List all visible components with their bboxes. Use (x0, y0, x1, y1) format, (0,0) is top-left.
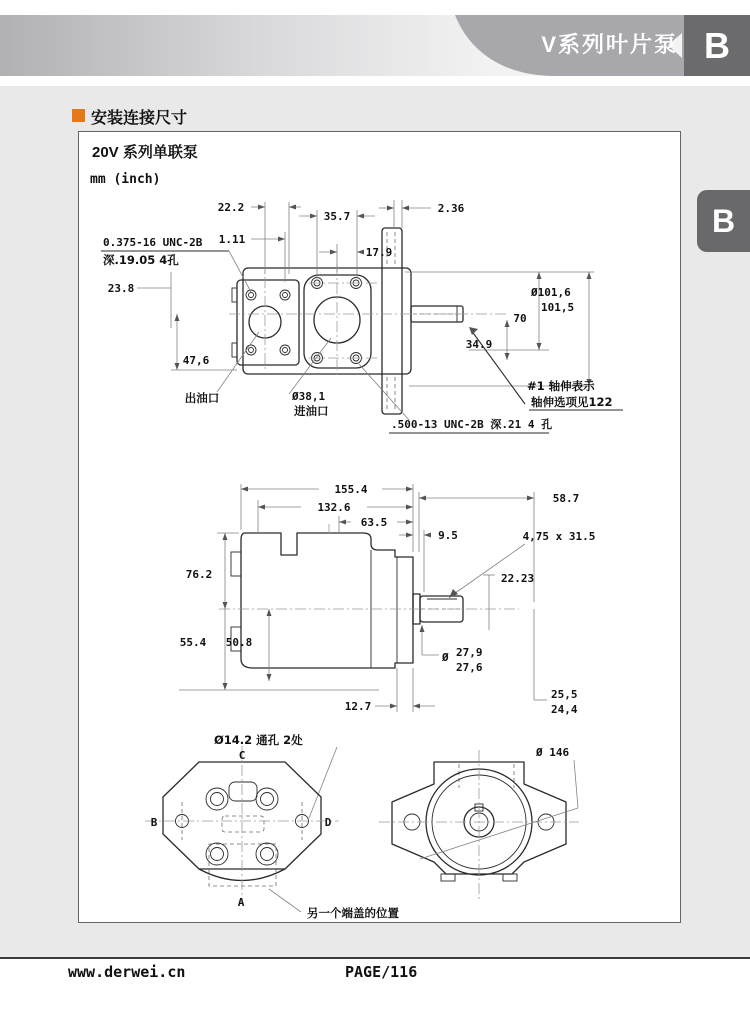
dim-58-7: 58.7 (552, 492, 580, 505)
section-bullet-icon (72, 109, 85, 122)
inlet-port-label: 进油口 (294, 404, 329, 418)
dim-34-9: 34.9 (465, 338, 493, 351)
shaft-note-line1: #1 轴伸表示 (527, 379, 595, 393)
dim-101-5: 101,5 (541, 301, 575, 314)
drawing-panel (78, 131, 681, 923)
dim-2-36: 2.36 (437, 202, 465, 215)
footer-page-number: PAGE/116 (345, 963, 418, 981)
key-dim-note: 4,75 x 31.5 (522, 530, 596, 543)
dim-dia-101-6: Ø101,6 (531, 286, 571, 299)
section-title: 安装连接尺寸 (91, 110, 188, 127)
dim-55-4: 55.4 (179, 636, 207, 649)
dim-50-8: 50.8 (225, 636, 253, 649)
top-view-dimensions (101, 200, 623, 433)
front-view-drawing (145, 733, 399, 920)
dim-27-9: 27,9 (456, 646, 483, 659)
dim-12-7: 12.7 (344, 700, 372, 713)
outlet-port-label: 出油口 (184, 391, 220, 405)
dim-76-2: 76.2 (185, 568, 213, 581)
shaft-note-line2: 轴伸选项见122 (531, 395, 613, 409)
dim-155-4: 155.4 (334, 483, 368, 496)
panel-title: 20V 系列单联泵 (92, 144, 198, 161)
cover-position-note: 另一个端盖的位置 (307, 906, 399, 920)
dia-symbol: Ø (442, 651, 449, 664)
through-hole-note: Ø14.2 通孔 2处 (214, 733, 303, 747)
dim-25-5: 25,5 (551, 688, 578, 701)
thread-note-line1: 0.375-16 UNC-2B (103, 236, 203, 249)
side-tab-b: B (697, 190, 750, 252)
footer-divider (0, 957, 750, 959)
technical-drawings (79, 132, 680, 922)
rear-view-drawing (379, 746, 579, 900)
dim-70: 70 (513, 312, 527, 325)
port-label-c: C (238, 749, 246, 762)
dim-22-23: 22.23 (501, 572, 535, 585)
dim-35-7: 35.7 (323, 210, 351, 223)
dim-132-6: 132.6 (317, 501, 351, 514)
dim-63-5: 63.5 (360, 516, 388, 529)
port-label-b: B (150, 816, 158, 829)
dim-23-8: 23.8 (107, 282, 135, 295)
dim-dia-146: Ø 146 (536, 746, 570, 759)
inlet-dia-label: Ø38,1 (292, 390, 326, 403)
dim-1-11: 1.11 (218, 233, 246, 246)
dim-22-2: 22.2 (217, 201, 245, 214)
corner-tab-b: B (684, 15, 750, 76)
thread-note-line2: 深.19.05 4孔 (103, 253, 179, 267)
port-label-d: D (324, 816, 332, 829)
port-label-a: A (237, 896, 245, 909)
panel-units: mm (inch) (90, 172, 161, 187)
dim-27-6: 27,6 (456, 661, 483, 674)
dim-47-6: 47,6 (182, 354, 210, 367)
dim-17-9: 17.9 (365, 246, 393, 259)
banner-title: V系列叶片泵 (541, 32, 678, 57)
thread-note-bottom: .500-13 UNC-2B 深.21 4 孔 (391, 418, 553, 431)
dim-24-4: 24,4 (551, 703, 578, 716)
footer-website: www.derwei.cn (68, 963, 186, 981)
dim-9-5: 9.5 (438, 529, 458, 542)
